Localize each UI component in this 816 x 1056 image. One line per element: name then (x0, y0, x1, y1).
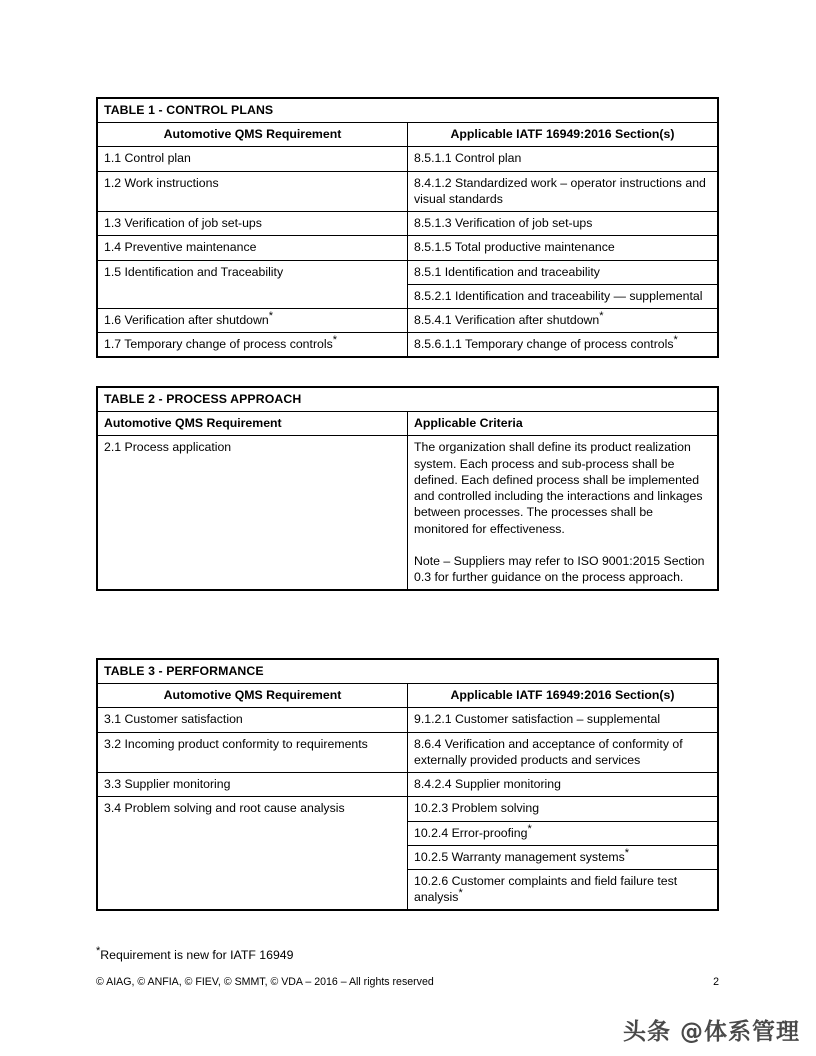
applicable-section-cell: 8.4.1.2 Standardized work – operator instructions and visual standards (408, 171, 719, 211)
table-row (97, 147, 718, 171)
footnote-star-icon: * (527, 822, 532, 835)
table-row (97, 308, 718, 332)
table-header-row (97, 123, 718, 147)
column-header-right: Applicable IATF 16949:2016 Section(s) (408, 684, 719, 708)
footnote-star-icon: * (673, 334, 678, 347)
page-number: 2 (713, 976, 719, 988)
applicable-section-cell: 10.2.5 Warranty management systems* (408, 845, 719, 869)
column-header-left: Automotive QMS Requirement (97, 123, 408, 147)
table-header-row (97, 412, 718, 436)
requirement-cell: 2.1 Process application (97, 436, 408, 590)
table-row (97, 732, 718, 772)
applicable-section-cell: 8.5.6.1.1 Temporary change of process controls* (408, 333, 719, 358)
requirement-cell: 1.4 Preventive maintenance (97, 236, 408, 260)
applicable-section-cell: 10.2.6 Customer complaints and field failure test analysis* (408, 869, 719, 910)
requirement-cell: 1.1 Control plan (97, 147, 408, 171)
table-row (97, 708, 718, 732)
footnote-star-icon: * (624, 846, 630, 859)
table-title-row (97, 387, 718, 412)
column-header-right: Applicable Criteria (408, 412, 719, 436)
footnote-star-icon: * (458, 887, 463, 900)
footnote (96, 944, 294, 964)
requirement-cell: 3.3 Supplier monitoring (97, 773, 408, 797)
table-row (97, 773, 718, 797)
watermark: 头条 @体系管理 (622, 1019, 800, 1045)
applicable-section-cell: 8.5.1.3 Verification of job set-ups (408, 212, 719, 236)
requirement-cell: 3.1 Customer satisfaction (97, 708, 408, 732)
applicable-section-cell: The organization shall define its product realization system. Each process and sub-process shall be defined. Each defined process shall be implemented and controlled including the interactions and linkages between processes. The processes shall be monitored for effectiveness. Note – Suppliers may refer to ISO 9001:2015 Section 0.3 for further guidance on the process approach. (408, 436, 719, 590)
footnote-text: Requirement is new for IATF 16949 (100, 948, 294, 962)
table-process-approach (96, 386, 719, 591)
applicable-section-cell: 9.1.2.1 Customer satisfaction – supplemental (408, 708, 719, 732)
table-body (97, 98, 718, 357)
requirement-cell: 1.7 Temporary change of process controls* (97, 333, 408, 358)
table-row (97, 436, 718, 590)
requirement-cell: 3.2 Incoming product conformity to requirements (97, 732, 408, 772)
table-title-row (97, 659, 718, 684)
applicable-section-cell: 8.4.2.4 Supplier monitoring (408, 773, 719, 797)
footnote-star-icon: * (268, 309, 274, 322)
page-footer (96, 976, 719, 988)
applicable-section-cell: 10.2.3 Problem solving (408, 797, 719, 821)
table-title: TABLE 1 - CONTROL PLANS (97, 98, 718, 123)
table-row (97, 236, 718, 260)
footnote-star-icon: * (332, 334, 338, 347)
footnote-star-icon: * (599, 309, 604, 322)
applicable-section-cell: 8.5.2.1 Identification and traceability — supplemental (408, 284, 719, 308)
table-row (97, 260, 718, 284)
requirement-cell: 1.2 Work instructions (97, 171, 408, 211)
column-header-left: Automotive QMS Requirement (97, 412, 408, 436)
column-header-right: Applicable IATF 16949:2016 Section(s) (408, 123, 719, 147)
applicable-section-cell: 8.5.1 Identification and traceability (408, 260, 719, 284)
table-body (97, 659, 718, 910)
requirement-cell: 1.6 Verification after shutdown* (97, 308, 408, 332)
requirement-cell: 3.4 Problem solving and root cause analysis (97, 797, 408, 911)
copyright-notice: © AIAG, © ANFIA, © FIEV, © SMMT, © VDA – 2016 – All rights reserved (96, 976, 434, 988)
table-body (97, 387, 718, 590)
table-title-row (97, 98, 718, 123)
table-header-row (97, 684, 718, 708)
applicable-section-cell: 8.6.4 Verification and acceptance of conformity of externally provided products and services (408, 732, 719, 772)
applicable-section-cell: 8.5.1.5 Total productive maintenance (408, 236, 719, 260)
footnote-marker: * (96, 944, 101, 957)
applicable-section-cell: 10.2.4 Error-proofing* (408, 821, 719, 845)
table-control-plans (96, 97, 719, 358)
table-row (97, 333, 718, 358)
table-performance (96, 658, 719, 911)
column-header-left: Automotive QMS Requirement (97, 684, 408, 708)
table-title: TABLE 2 - PROCESS APPROACH (97, 387, 718, 412)
table-row (97, 797, 718, 821)
applicable-section-cell: 8.5.1.1 Control plan (408, 147, 719, 171)
applicable-section-cell: 8.5.4.1 Verification after shutdown* (408, 308, 719, 332)
requirement-cell: 1.3 Verification of job set-ups (97, 212, 408, 236)
table-row (97, 212, 718, 236)
requirement-cell: 1.5 Identification and Traceability (97, 260, 408, 308)
table-row (97, 171, 718, 211)
table-title: TABLE 3 - PERFORMANCE (97, 659, 718, 684)
